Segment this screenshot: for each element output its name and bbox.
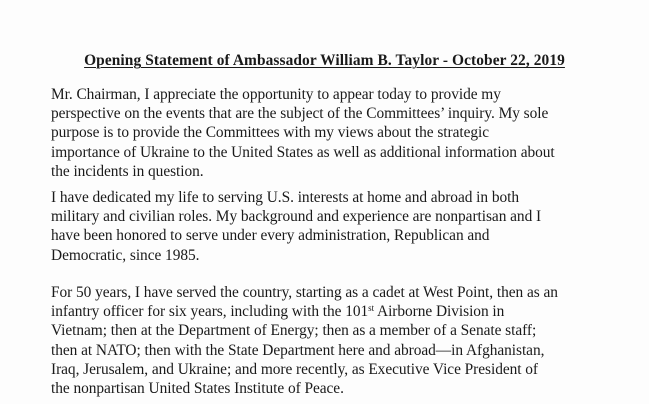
text-line xyxy=(51,302,611,321)
text-line: Mr. Chairman, I appreciate the opportunity to appear today to provide my xyxy=(51,86,501,103)
text-line: purpose is to provide the Committees with my views about the strategic xyxy=(51,124,490,142)
text-line: I have dedicated my life to serving U.S. interests at home and abroad in both xyxy=(51,189,520,206)
text-line: Democratic, since 1985. xyxy=(51,246,200,264)
text-line: the incidents in question. xyxy=(51,162,204,180)
paragraph-intro xyxy=(51,85,611,181)
text-line: military and civilian roles. My background and experience are nonpartisan and I xyxy=(51,208,542,226)
text-line: Iraq, Jerusalem, and Ukraine; and more recently, as Executive Vice President of xyxy=(51,360,539,378)
page-title xyxy=(0,52,649,70)
text-line: then at NATO; then with the State Department here and abroad—in Afghanistan, xyxy=(51,341,545,359)
paragraph-service xyxy=(51,283,611,398)
text-line: For 50 years, I have served the country, starting as a cadet at West Point, then as an xyxy=(51,284,558,301)
text-line: importance of Ukraine to the United States as well as additional information about xyxy=(51,143,555,161)
text-run: infantry officer for six years, including with the 101 xyxy=(51,303,369,321)
paragraph-background xyxy=(51,188,611,265)
text-line: have been honored to serve under every administration, Republican and xyxy=(51,227,490,245)
page-title-text: Opening Statement of Ambassador William B. Taylor - October 22, 2019 xyxy=(84,52,565,69)
text-line: the nonpartisan United States Institute of Peace. xyxy=(51,380,344,398)
ordinal-superscript: st xyxy=(368,303,375,314)
text-run: Airborne Division in xyxy=(374,303,505,321)
text-line: Vietnam; then at the Department of Energy; then as a member of a Senate staff; xyxy=(51,322,537,340)
text-line: perspective on the events that are the subject of the Committees’ inquiry. My sole xyxy=(51,105,549,123)
